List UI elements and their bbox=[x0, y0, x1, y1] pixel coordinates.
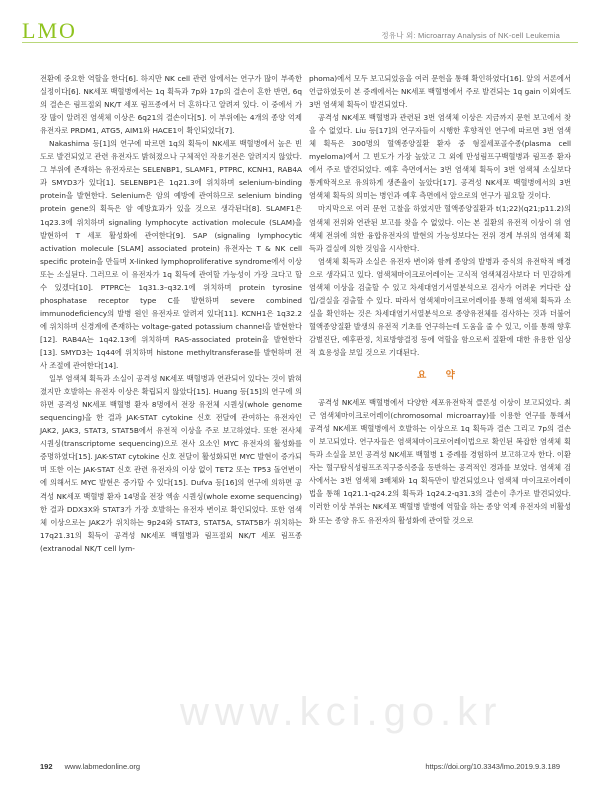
body-paragraph: 일부 염색체 획득과 소실이 공격성 NK세포 백혈병과 연관되어 있다는 것이 밝혀졌지만 호발하는 유전자 이상은 확립되지 않았다[15]. Huang 등[15]의 연구에 의하면 공격성 NK세포 백혈병 환자 8명에서 전장 유전체 시퀀싱(whole genome sequencing)을 한 결과 JAK-STAT cytokine 신호 전달에 관여하는 유전자인 JAK2, JAK3, STAT3, STAT5B에서 유전적 이상을 주로 보고하였다. 또한 전사체 시퀀싱(transcriptome sequencing)으로 전사 요소인 MYC 유전자의 활성화를 증명하였다[15]. JAK-STAT cytokine 신호 전달이 활성화되면 MYC 발현이 증가되며 또한 이는 JAK-STAT 신호 관련 유전자의 이상 없이 TET2 또는 TP53 돌연변이에 의해서도 MYC 발현은 증가할 수 있다[15]. Dufva 등[16]의 연구에 의하면 공격성 NK세포 백혈병 환자 14명을 전장 엑솜 시퀀싱(whole exome sequencing)한 결과 DDX3X와 STAT3가 가장 호발하는 유전자 변이로 확인되었다. 또한 염색체 이상으로는 JAK2가 위치하는 9p24와 STAT3, STAT5A, STAT5B가 위치하는 17q21.31의 획득이 공격성 NK세포 백혈병과 림프절외 NK/T 세포 림프종(extranodal NK/T cell lym- bbox=[40, 374, 302, 553]
summary-heading: 요 약 bbox=[417, 370, 463, 382]
watermark: www.kci.go.kr bbox=[180, 690, 503, 734]
page-header bbox=[0, 0, 600, 42]
body-paragraph: 공격성 NK세포 백혈병과 관련된 3번 염색체 이상은 지금까지 문헌 보고에서 찾을 수 없었다. Liu 등[17]의 연구자들이 시행한 후향적인 연구에 따르면 3번 염색체 획득은 300명의 혈액종양질환 환자 중 형질세포골수종(plasma cell myeloma)에서 그 빈도가 가장 높았고 그 외에 만성림프구백혈병과 림프종 환자에서 주로 발견되었다. 예후 측면에서는 3번 염색체 획득이 3번 염색체 소실보다 통계학적으로 유의하게 생존율이 높았다[17]. 공격성 NK세포 백혈병에서의 3번 염색체 획득의 의미는 병인과 예후 측면에서 앞으로의 연구가 필요할 것이다. bbox=[309, 113, 571, 201]
header-divider bbox=[22, 42, 578, 43]
journal-logo: LMO bbox=[22, 18, 77, 43]
right-column bbox=[309, 72, 571, 527]
body-paragraph: 전환에 중요한 역할을 한다[6]. 하지만 NK cell 관련 암에서는 연구가 많이 부족한 실정이다[6]. NK세포 백혈병에서는 1q 획득과 7p와 17p의 결손이 흔한 반면, 6q의 결손은 림프절외 NK/T 세포 림프종에서 더 흔하다고 알려져 있다. 이 중에서 가장 많이 알려진 염색체 이상은 6q21의 결손이다[5]. 이 부위에는 4개의 종양 억제 유전자로 PRDM1, ATG5, AIM1와 HACE1이 확인되었다[7]. bbox=[40, 74, 302, 136]
right-column-paragraphs bbox=[309, 72, 571, 359]
page-footer-left bbox=[40, 762, 140, 771]
doi-link[interactable]: https://doi.org/10.3343/lmo.2019.9.3.189 bbox=[425, 762, 560, 771]
journal-url-link[interactable]: www.labmedonline.org bbox=[64, 762, 141, 771]
body-paragraph: 염색체 획득과 소실은 유전자 변이와 함께 종양의 발병과 증식의 유전학적 배경으로 생각되고 있다. 염색체마이크로어레이는 고식적 염색체검사보다 더 민감하게 염색체 이상을 검출할 수 있고 차세대염기서열분석으로 검사가 어려운 커다란 삽입/결실을 검출할 수 있다. 따라서 염색체마이크로어레이를 통해 염색체 획득과 소실을 확인하는 것은 차세대염기서열분석으로 종양유전체를 검사하는 것과 더불어 혈액종양질환 발생의 유전적 기초를 연구하는데 도움을 줄 수 있고, 이를 통해 향후 감별진단, 예후판정, 치료방향결정 등에 역할을 함으로써 질환에 대한 유용한 임상적 효용성을 보일 것으로 기대된다. bbox=[309, 256, 571, 357]
page-number: 192 bbox=[40, 762, 53, 771]
running-title: 정유나 외: Microarray Analysis of NK-cell Leukemia bbox=[381, 31, 560, 40]
left-column bbox=[40, 72, 302, 555]
body-paragraph: Nakashima 등[1]의 연구에 따르면 1q의 획득이 NK세포 백혈병에서 높은 빈도로 발견되었고 관련 유전자도 밝혀졌으나 구체적인 작용기전은 알려지지 않았다. 그 부위에 존재하는 유전자로는 SELENBP1, SLAMF1, PTPRC, KCNH1, RAB4A과 SMYD3가 있다[1]. SELENBP1은 1q21.3에 위치하며 selenium-binding protein을 발현한다. Selenium은 암의 예방에 관여하므로 selenium binding protein gene의 획득은 암 예방효과가 있을 것으로 생각된다[8]. SLAMF1은 1q23.3에 위치하며 signaling lymphocyte activation molecule (SLAM)을 발현하여 T 세포 활성화에 관여한다[9]. SAP (signaling lymphocytic activation molecule [SLAM] associated protein) 유전자는 T & NK cell specific protein을 만들며 X-linked lymphoproliferative syndrome에서 이상 또는 소실된다. 그러므로 이 유전자가 1q 획득에 관여할 가능성이 가장 크다고 할 수 있겠다[10]. PTPRC는 1q31.3–q32.1에 위치하며 protein tyrosine phosphatase receptor type C를 발현하며 severe combined immunodeficiency의 발병 원인 유전자로 알려져 있다[11]. KCNH1은 1q32.2에 위치하며 신경계에 존재하는 voltage-gated potassium channel을 발현한다[12]. RAB4A는 1q42.13에 위치하며 RAS-associated protein을 발현한다[13]. SMYD3는 1q44에 위치하며 histone methyltransferase를 발현하며 전사 조절에 관여한다[14]. bbox=[40, 139, 302, 371]
summary-paragraph: 공격성 NK세포 백혈병에서 다양한 세포유전학적 클론성 이상이 보고되었다. 최근 염색체마이크로어레이(chromosomal microarray)를 이용한 연구를 통해서 공격성 NK세포 백혈병에서 호발하는 이상으로 1q 획득과 결손 그리고 7p의 결손이 보고되었다. 연구자들은 염색체마이크로어레이법으로 확인된 복잡한 염색체 획득과 소실을 보인 공격성 NK세포 백혈병 1 증례를 경험하여 보고하고자 한다. 이환자는 혈구탐식성림프조직구증식증을 동반하는 공격적인 경과를 보였다. 염색체 검사에서는 3번 염색체 3배체와 1q 획득만이 발견되었으나 염색체 마이크로어레이법을 통해 1q21.1-q24.2의 획득과 1q24.2-q31.3의 결손이 추가로 발견되었다. 이러한 이상 부위는 NK세포 백혈병 발병에 역할을 하는 종양 억제 유전자의 비활성화 또는 종양 유도 유전자의 활성화에 관여할 것으로 bbox=[309, 398, 571, 525]
body-paragraph: 마지막으로 여러 문헌 고찰을 하였지만 혈액종양질환과 t(1;22)(q21;p11.2)의 염색체 전위와 연관된 보고를 찾을 수 없었다. 이는 본 질환의 유전적 이상이 위 염색체 전위에 의한 융합유전자의 발현의 가능성보다는 전위 경계 부위의 염색체 획득과 결실에 의한 것임을 시사한다. bbox=[309, 204, 571, 253]
body-paragraph: phoma)에서 모두 보고되었음을 여러 문헌을 통해 확인하였다[16]. 앞의 서론에서 언급하였듯이 본 증례에서는 NK세포 백혈병에서 주로 발견되는 1q gain 이외에도 3번 염색체 획득이 발견되었다. bbox=[309, 74, 571, 110]
